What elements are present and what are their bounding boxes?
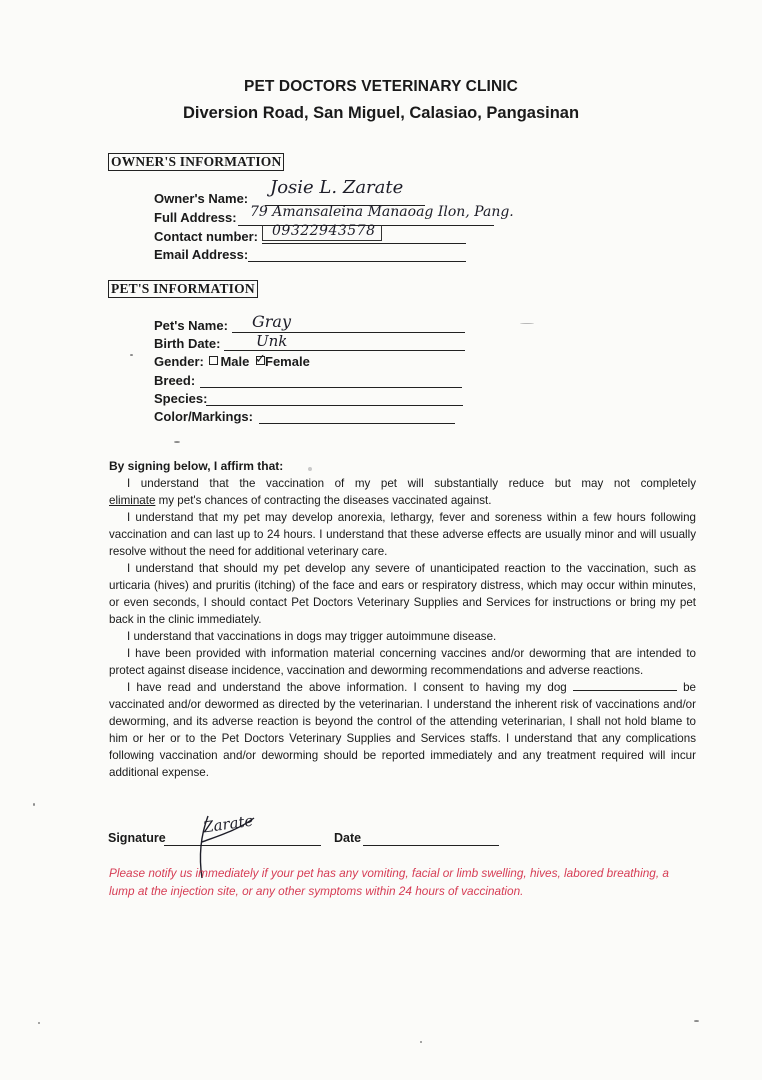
gender-row [154,351,310,369]
birth-date-value[interactable]: Unk [256,332,288,350]
consent-paragraph-5: I have been provided with information material concerning vaccines and/or deworming that are intended to protect against disease incidence, vaccination and deworming recommendations and adverse reactions. [109,647,696,677]
consent-paragraph-3: I understand that should my pet develop any severe of unanticipated reaction to the vaccination, such as urticaria (hives) and pruritis (itching) of the face and ears or respiratory distress, which may occur within minutes, or even seconds, I should contact Pet Doctors Veterinary Supplies and Services for instructions or bring my pet back in the clinic immediately. [109,562,696,626]
species-label: Species: [154,391,208,406]
consent-paragraph-4: I understand that vaccinations in dogs may trigger autoimmune disease. [127,630,497,643]
post-vaccination-notice: Please notify us immediately if your pet has any vomiting, facial or limb swelling, hives, labored breathing, a lump at the injection site, or any other symptoms within 24 hours of vaccination. [109,866,669,898]
full-address-value[interactable]: 79 Amansaleina Manaoag Ilon, Pang. [250,204,514,220]
male-label: Male [220,354,250,369]
pet-name-value[interactable]: Gray [252,312,292,331]
pet-section-heading: PET'S INFORMATION [108,280,258,298]
pet-name-label: Pet's Name: [154,318,228,333]
consent-paragraph-6 [109,679,696,781]
scan-speck [174,441,180,443]
consent-paragraph-1-cont [109,492,696,509]
owner-name-label: Owner's Name: [154,191,249,206]
consent-p1-text: I understand that the vaccination of my pet will substantially reduce but may not completely [127,477,696,490]
color-markings-label: Color/Markings: [154,409,253,424]
contact-number-box [262,225,382,241]
female-check-mark: ✓ [255,351,266,366]
scan-speck [520,323,534,324]
consent-p6-lead: I have read and understand the above information. I consent to having my dog [127,681,567,694]
species-line[interactable] [206,405,463,406]
contact-number-value[interactable]: 09322943578 [272,223,376,239]
scan-speck [694,1020,699,1022]
owner-name-value[interactable]: Josie L. Zarate [270,177,404,198]
consent-intro: By signing below, I affirm that: [109,459,284,473]
clinic-address: Diversion Road, San Miguel, Calasiao, Pangasinan [182,104,580,122]
color-markings-line[interactable] [259,423,455,424]
consent-paragraph-2: I understand that my pet may develop anorexia, lethargy, fever and soreness within a few hours following vaccination and can last up to 24 hours. I understand that these adverse effects are usually minor and will usually resolve without the need for additional veterinary care. [109,511,696,558]
consent-p6-rest: be vaccinated and/or dewormed as directed by the veterinarian. I understand the inherent risk of vaccinations and/or deworming, and its adverse reaction is beyond the control of the attending veterinarian, I shall not hold blame to him or her or to the Pet Doctors Veterinary Supplies and Services staffs. I understand that any complications following vaccination and/or deworming should be reported immediately and any treatment required will incur additional expense. [109,681,696,779]
clinic-name: PET DOCTORS VETERINARY CLINIC [244,78,518,95]
dog-name-blank[interactable] [573,680,677,691]
gender-label: Gender: [154,354,204,369]
date-line[interactable] [363,845,499,846]
breed-label: Breed: [154,373,196,388]
full-address-label: Full Address: [154,210,237,225]
consent-paragraph-1 [109,475,696,492]
scan-speck [130,354,133,356]
female-label: Female [265,354,310,369]
consent-body [109,475,696,781]
breed-line[interactable] [200,387,462,388]
scan-speck [420,1041,422,1043]
scan-speck [33,803,35,806]
contact-number-line [262,243,466,244]
scan-speck [308,467,312,471]
contact-number-label: Contact number: [154,229,258,244]
signature-label: Signature [108,831,166,845]
owner-section-heading: OWNER'S INFORMATION [108,153,284,171]
birth-date-label: Birth Date: [154,336,221,351]
email-address-label: Email Address: [154,247,249,262]
email-address-line[interactable] [248,261,466,262]
male-checkbox[interactable] [209,356,218,365]
signature-mark: Zarate [201,811,255,837]
scan-speck [38,1022,40,1024]
date-label: Date [334,831,362,845]
consent-p1-underlined: eliminate [109,494,156,507]
consent-p1-rest: my pet's chances of contracting the diseases vaccinated against. [155,494,492,507]
female-checkbox[interactable] [255,351,266,366]
